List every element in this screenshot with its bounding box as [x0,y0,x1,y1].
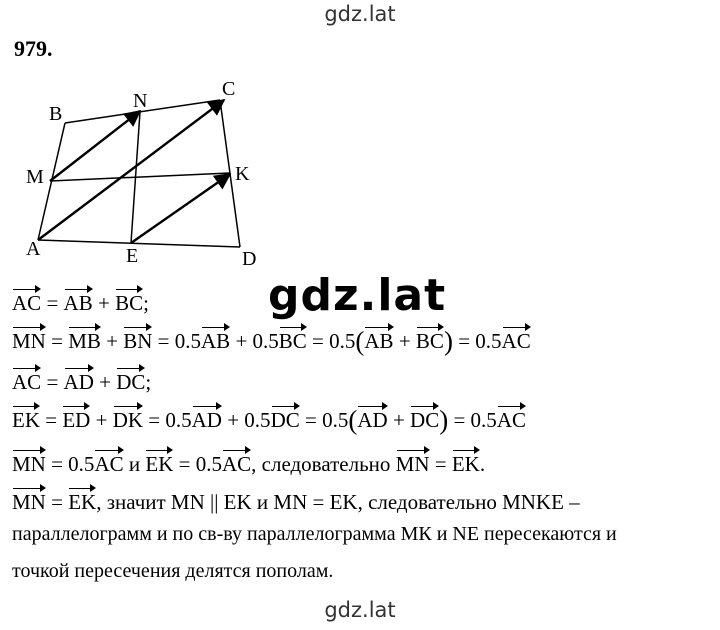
vector-label: MN [396,448,430,477]
vector-label: BC [115,287,143,316]
equation-line-3: AC = AD + DC; [12,366,151,395]
label-c: C [222,78,236,100]
watermark-middle: gdz.lat [268,270,447,321]
watermark-top: gdz.lat [324,2,396,26]
label-e: E [126,245,139,267]
vector-label: BC [416,325,444,354]
vector-label: AB [364,325,393,354]
label-m: M [26,166,44,188]
vector-label: BN [123,325,152,354]
vector-label: EK [452,448,480,477]
vector-label: AB [64,287,93,316]
vector-ek [131,174,230,243]
vector-label: AC [12,287,41,316]
side-ad [38,240,240,247]
vector-label: MN [12,448,46,477]
vector-label: ED [62,404,90,433]
label-n: N [133,90,148,112]
watermark-bottom: gdz.lat [324,598,396,622]
vector-label: AC [222,448,251,477]
segment-mk [50,173,230,181]
vector-label: BC [279,325,307,354]
text-line-7: параллелограмм и по св-ву параллелограмма МК и NE пересекаются и [12,523,617,545]
vector-label: DK [113,404,143,433]
label-a: A [26,238,41,260]
equation-line-2: MN = MB + BN = 0.5AB + 0.5BC = 0.5(AB + BC) = 0.5AC [12,326,531,356]
equation-line-4: EK = ED + DK = 0.5AD + 0.5DC = 0.5(AD + DC) = 0.5AC [12,405,526,435]
vector-label: MN [12,486,46,515]
vector-label: AD [64,366,94,395]
vector-label: DC [116,366,145,395]
vector-label: DC [271,404,300,433]
vector-label: EK [145,448,173,477]
vector-label: AC [12,366,41,395]
vector-label: EK [68,486,96,515]
vector-label: AC [497,404,526,433]
equation-line-1: AC = AB + BC; [12,287,149,316]
vector-label: AD [357,404,387,433]
vector-label: AC [502,325,531,354]
problem-number: 979. [14,36,53,61]
vector-mn [50,111,140,181]
label-k: K [235,163,250,185]
equation-line-5: MN = 0.5AC и EK = 0.5AC, следовательно MN = EK. [12,448,485,477]
vector-label: AB [201,325,230,354]
label-b: B [49,103,63,125]
equation-line-6: MN = EK, значит MN || EK и MN = EK, следовательно MNKE – [12,486,580,515]
vector-label: MN [12,325,46,354]
vector-label: AD [192,404,222,433]
vector-label: MB [68,325,101,354]
text-line-8: точкой пересечения делятся пополам. [12,560,334,582]
label-d: D [242,248,257,270]
quadrilateral-figure [0,70,300,270]
vector-label: EK [12,404,40,433]
vector-label: AC [94,448,123,477]
vector-label: DC [410,404,439,433]
